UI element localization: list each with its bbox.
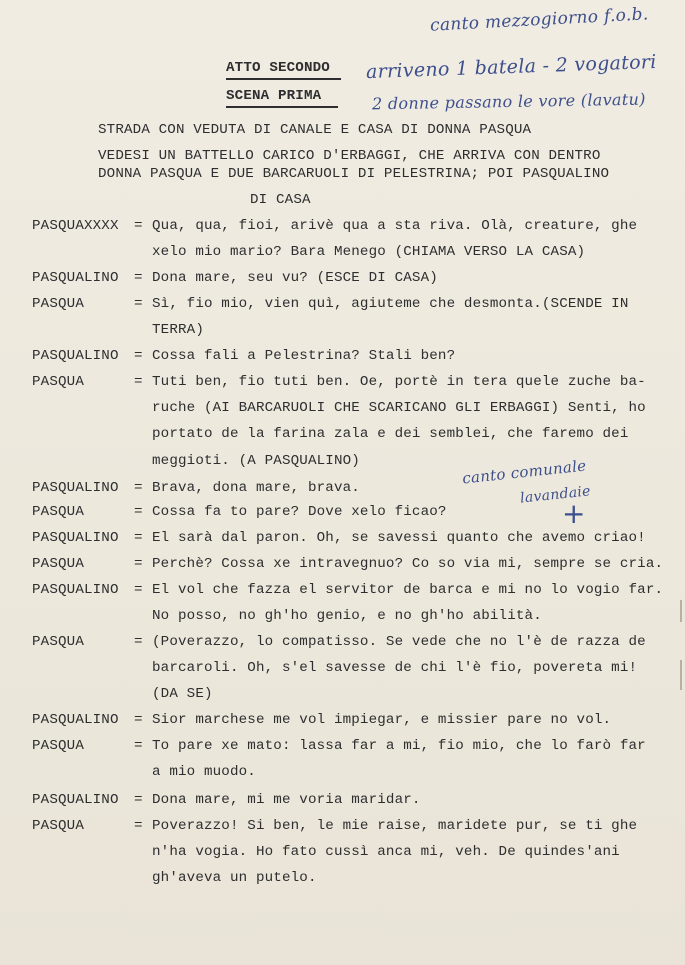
dialogue-line: Tuti ben, fio tuti ben. Oe, portè in tera quele zuche ba-	[152, 374, 646, 390]
speaker-separator: =	[134, 348, 143, 364]
speaker-separator: =	[134, 374, 143, 390]
handwritten-margin-note-1: canto comunale	[461, 456, 588, 488]
speaker-separator: =	[134, 480, 143, 496]
speaker-separator: =	[134, 296, 143, 312]
speaker-name: PASQUA	[32, 556, 84, 572]
speaker-name: PASQUALINO	[32, 270, 119, 286]
speaker-name: PASQUALINO	[32, 792, 119, 808]
dialogue-line: Qua, qua, fioi, arivè qua a sta riva. Olà, creature, ghe	[152, 218, 638, 234]
handwritten-margin-note-2: lavandaie	[519, 483, 592, 507]
stage-direction-line: DONNA PASQUA E DUE BARCARUOLI DI PELESTRINA; POI PASQUALINO	[98, 166, 610, 182]
dialogue-line: Poverazzo! Si ben, le mie raise, maridete pur, se ti ghe	[152, 818, 638, 834]
speaker-name: PASQUALINO	[32, 480, 119, 496]
dialogue-line: Sì, fio mio, vien quì, agiuteme che desmonta.(SCENDE IN	[152, 296, 629, 312]
speaker-name: PASQUA	[32, 818, 84, 834]
dialogue-line: barcaroli. Oh, s'el savesse de chi l'è fio, povereta mi!	[152, 660, 638, 677]
speaker-separator: =	[134, 712, 143, 728]
dialogue-line: No posso, no gh'ho genio, e no gh'ho abilità.	[152, 608, 542, 625]
speaker-separator: =	[134, 634, 143, 650]
scene-heading: SCENA PRIMA	[226, 88, 322, 104]
speaker-name: PASQUALINO	[32, 530, 119, 546]
dialogue-line: a mio muodo.	[152, 764, 256, 781]
speaker-name: PASQUAXXXX	[32, 218, 119, 234]
speaker-separator: =	[134, 792, 143, 808]
speaker-separator: =	[134, 818, 143, 834]
dialogue-line: n'ha vogia. Ho fato cussì anca mi, veh. De quindes'ani	[152, 844, 620, 861]
speaker-name: PASQUALINO	[32, 712, 119, 728]
speaker-name: PASQUA	[32, 738, 84, 754]
speaker-name: PASQUA	[32, 504, 84, 520]
dialogue-line: meggioti. (A PASQUALINO)	[152, 452, 360, 469]
margin-mark	[680, 600, 682, 622]
dialogue-line: (Poverazzo, lo compatisso. Se vede che no l'è de razza de	[152, 634, 646, 650]
dialogue-line: Brava, dona mare, brava.	[152, 480, 360, 496]
act-heading-underline	[226, 78, 341, 80]
dialogue-line: xelo mio mario? Bara Menego (CHIAMA VERSO LA CASA)	[152, 244, 586, 261]
dialogue-line: Sior marchese me vol impiegar, e missier pare no vol.	[152, 712, 612, 728]
speaker-name: PASQUA	[32, 634, 84, 650]
speaker-separator: =	[134, 270, 143, 286]
speaker-name: PASQUA	[32, 296, 84, 312]
dialogue-line: TERRA)	[152, 322, 204, 339]
dialogue-line: Dona mare, seu vu? (ESCE DI CASA)	[152, 270, 438, 286]
speaker-separator: =	[134, 556, 143, 572]
speaker-name: PASQUALINO	[32, 582, 119, 598]
speaker-name: PASQUA	[32, 374, 84, 390]
dialogue-line: Cossa fa to pare? Dove xelo ficao?	[152, 504, 447, 520]
speaker-name: PASQUALINO	[32, 348, 119, 364]
handwritten-note-top: canto mezzogiorno f.o.b.	[429, 4, 649, 36]
dialogue-line: El sarà dal paron. Oh, se savessi quanto che avemo criao!	[152, 530, 646, 546]
dialogue-line: gh'aveva un putelo.	[152, 870, 317, 887]
dialogue-line: Perchè? Cossa xe intravegnuo? Co so via mi, sempre se cria.	[152, 556, 664, 572]
stage-direction-line: VEDESI UN BATTELLO CARICO D'ERBAGGI, CHE ARRIVA CON DENTRO	[98, 148, 601, 164]
speaker-separator: =	[134, 738, 143, 754]
dialogue-line: Dona mare, mi me voria maridar.	[152, 792, 421, 808]
plus-icon: +	[562, 497, 586, 530]
act-heading: ATTO SECONDO	[226, 60, 330, 76]
dialogue-line: Cossa fali a Pelestrina? Stali ben?	[152, 348, 456, 364]
margin-mark	[680, 660, 682, 690]
speaker-separator: =	[134, 582, 143, 598]
scene-heading-underline	[226, 106, 338, 108]
dialogue-line: portato de la farina zala e dei semblei, che faremo dei	[152, 426, 629, 443]
stage-direction-line: DI CASA	[250, 192, 311, 208]
speaker-separator: =	[134, 504, 143, 520]
speaker-separator: =	[134, 218, 143, 234]
dialogue-line: To pare xe mato: lassa far a mi, fio mio, che lo farò far	[152, 738, 646, 754]
stage-direction-line: STRADA CON VEDUTA DI CANALE E CASA DI DONNA PASQUA	[98, 122, 532, 138]
dialogue-line: El vol che fazza el servitor de barca e mi no lo vogio far.	[152, 582, 664, 598]
dialogue-line: ruche (AI BARCARUOLI CHE SCARICANO GLI ERBAGGI) Senti, ho	[152, 400, 646, 417]
dialogue-line: (DA SE)	[152, 686, 213, 703]
speaker-separator: =	[134, 530, 143, 546]
handwritten-note-header-1: arriveno 1 batela - 2 vogatori	[365, 50, 657, 84]
handwritten-note-header-2: 2 donne passano le vore (lavatu)	[371, 89, 646, 114]
